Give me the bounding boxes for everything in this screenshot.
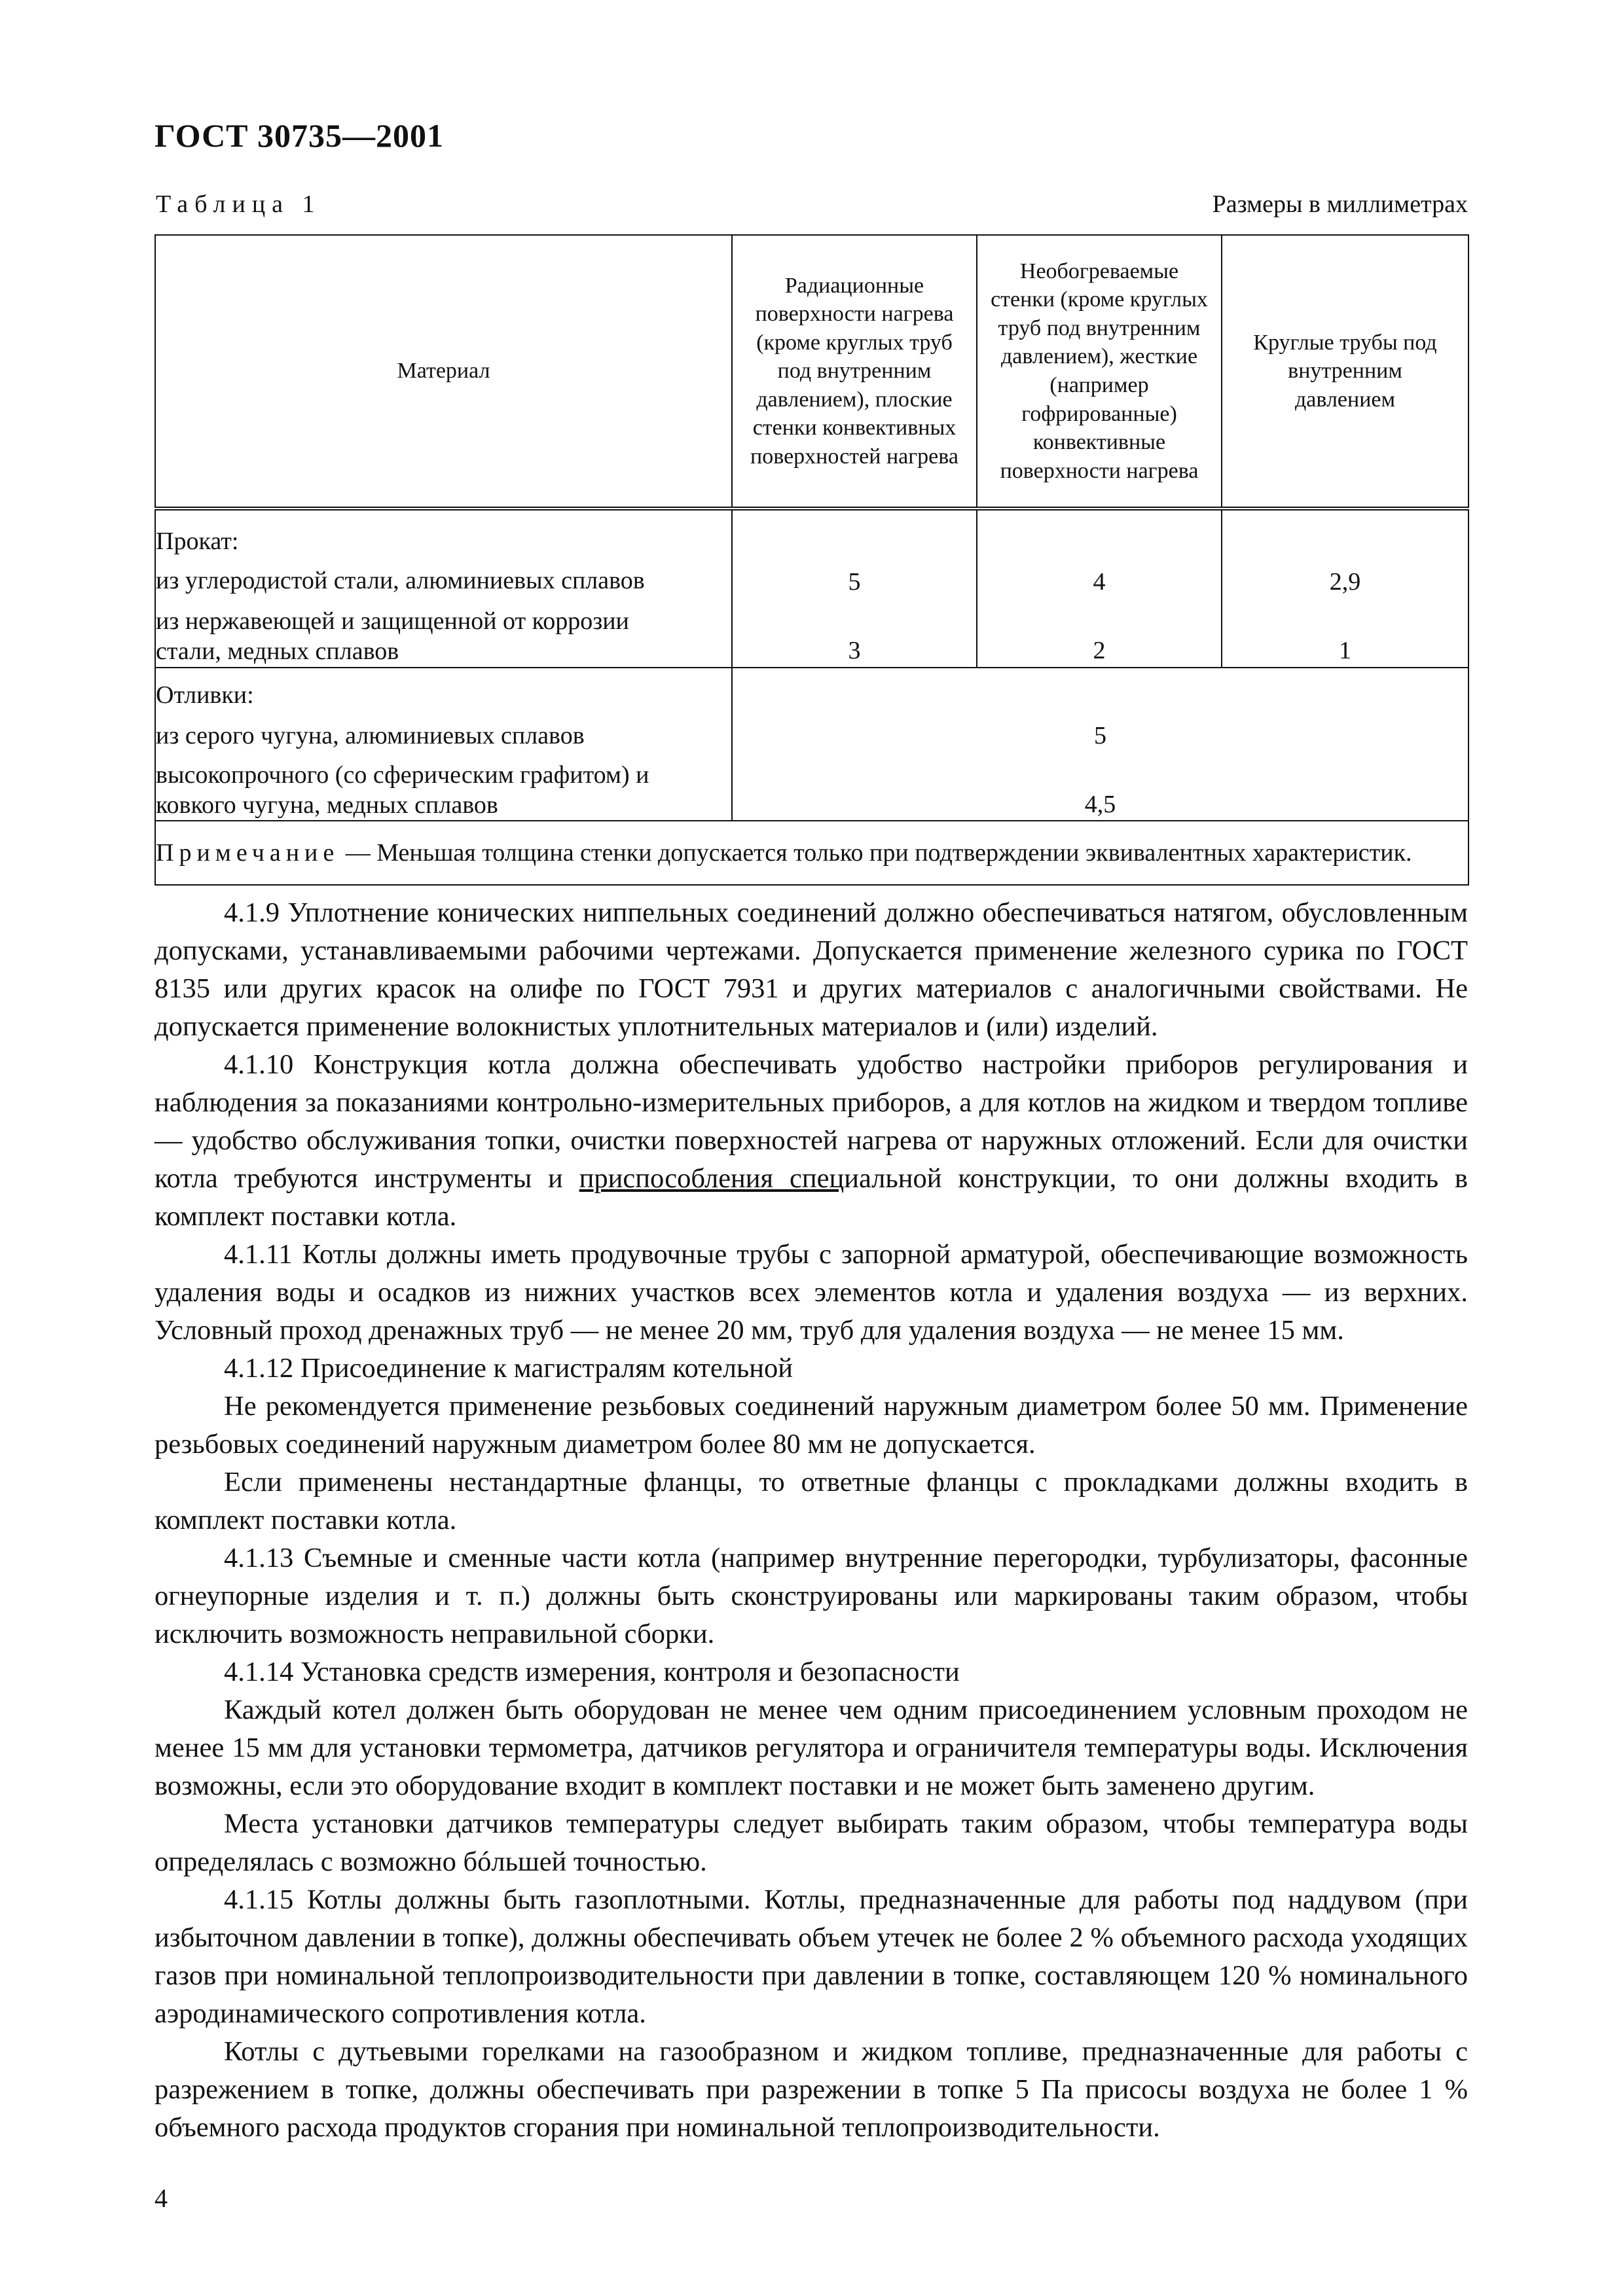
paragraph-4-1-11: 4.1.11 Котлы должны иметь продувочные трубы с запорной арматурой, обеспечивающие возможность удаления воды и осадков из нижних участков всех элементов котла и удаления воздуха — из верхних. Условный проход дренажных труб — не менее 20 мм, труб для удаления воздуха — не менее 15 мм. (155, 1239, 1468, 1346)
value-grey-iron: 5 (1094, 721, 1106, 749)
column-header-material: Материал (155, 235, 732, 509)
value-stainless-tubes: 1 (1339, 637, 1351, 664)
value-cell (977, 509, 1222, 668)
paragraph-4-1-14-heading: 4.1.14 Установка средств измерения, контроля и безопасности (224, 1657, 960, 1687)
table-units: Размеры в миллиметрах (1212, 190, 1468, 218)
value-carbon-unheated: 4 (1093, 568, 1106, 596)
material-cell (155, 668, 732, 821)
table-row-group-rolled (155, 509, 1468, 668)
column-header-round-tubes: Круглые трубы под внутренним давлением (1222, 235, 1468, 509)
column-header-radiation-surfaces: Радиационные поверхности нагрева (кроме круглых труб под внутренним давлением), плоские стенки конвективных поверхностей нагрева (732, 235, 977, 509)
paragraph-4-1-12-heading: 4.1.12 Присоединение к магистралям котельной (224, 1353, 793, 1384)
paragraph-4-1-9: 4.1.9 Уплотнение конических ниппельных соединений должно обеспечиваться натягом, обусловленным допусками, устанавливаемыми рабочими чертежами. Допускается применение железного сурика по ГОСТ 8135 или других красок на олифе по ГОСТ 7931 и других материалов с аналогичными свойствами. Не допускается применение волокнистых уплотнительных материалов и (или) изделий. (155, 897, 1468, 1042)
paragraph-4-1-15: 4.1.15 Котлы должны быть газоплотными. Котлы, предназначенные для работы под наддувом (при избыточном давлении в топке), должны обеспечивать объем утечек не более 2 % объемного расхода уходящих газов при номинальной теплопроизводительности при давлении в топке, составляющем 120 % номинального аэродинамического сопротивления котла. (155, 1884, 1468, 2029)
table-row-group-castings (155, 668, 1468, 821)
material-grey-iron: из серого чугуна, алюминиевых сплавов (156, 721, 585, 749)
value-cell (1222, 509, 1468, 668)
material-ductile-iron-line1: высокопрочного (со сферическим графитом) и (156, 761, 649, 789)
note-text: — Меньшая толщина стенки допускается только при подтверждении эквивалентных характеристик. (339, 839, 1412, 867)
value-carbon-radiation: 5 (848, 568, 861, 596)
paragraph-4-1-10 (155, 1046, 1468, 1236)
material-ductile-iron-line2: ковкого чугуна, медных сплавов (156, 791, 498, 819)
specification-table (155, 234, 1469, 886)
column-header-unheated-walls: Необогреваемые стенки (кроме круглых труб под внутренним давлением), жесткие (например гофрированные) конвективные поверхности нагрева (977, 235, 1222, 509)
page-number: 4 (155, 2183, 168, 2213)
document-header-title: ГОСТ 30735—2001 (155, 117, 445, 154)
value-carbon-tubes: 2,9 (1329, 568, 1361, 596)
paragraph-4-1-10-part1: 4.1.10 Конструкция котла должна обеспечивать удобство настройки приборов регулирования и наблюдения за показаниями контрольно-измерительных приборов, а для котлов на жидком и твердом топливе — удобство обслуживания топки, очистки поверхностей нагрева от наружных отложений. Если для очистки котла требуются инструменты и (155, 1049, 1468, 1194)
underlined-text: приспособления спец (579, 1163, 845, 1194)
group-heading-rolled: Прокат: (156, 528, 239, 555)
group-heading-castings: Отливки: (156, 681, 254, 709)
material-cell (155, 509, 732, 668)
value-cell-merged (732, 668, 1468, 821)
note-label: Примечание (156, 839, 340, 867)
paragraph-sensor-placement: Места установки датчиков температуры следует выбирать таким образом, чтобы температура воды определялась с возможно бóльшей точностью. (155, 1808, 1468, 1877)
paragraph-threaded-connections: Не рекомендуется применение резьбовых соединений наружным диаметром более 50 мм. Применение резьбовых соединений наружным диаметром более 80 мм не допускается. (155, 1391, 1468, 1460)
table-row-note (155, 821, 1468, 885)
table-note (155, 821, 1468, 885)
paragraph-blower-burners: Котлы с дутьевыми горелками на газообразном и жидком топливе, предназначенные для работы с разрежением в топке, должны обеспечивать при разрежении в топке 5 Па присосы воздуха не более 1 % объемного расхода продуктов сгорания при номинальной теплопроизводительности. (155, 2036, 1468, 2143)
material-stainless-line2: стали, медных сплавов (156, 637, 399, 666)
value-stainless-unheated: 2 (1093, 637, 1106, 664)
paragraph-4-1-10-part2: иальной конструкции, то они должны входить в комплект поставки котла. (155, 1163, 1468, 1232)
paragraph-4-1-13: 4.1.13 Съемные и сменные части котла (например внутренние перегородки, турбулизаторы, фасонные огнеупорные изделия и т. п.) должны быть сконструированы или маркированы таким образом, чтобы исключить возможность неправильной сборки. (155, 1543, 1468, 1649)
value-cell (732, 509, 977, 668)
paragraph-thermometer-connection: Каждый котел должен быть оборудован не менее чем одним присоединением условным проходом не менее 15 мм для установки термометра, датчиков регулятора и ограничителя температуры воды. Исключения возможны, если это оборудование входит в комплект поставки и не может быть заменено другим. (155, 1695, 1468, 1801)
value-ductile-iron: 4,5 (1084, 790, 1116, 818)
document-body (155, 894, 1468, 2147)
paragraph-flanges: Если применены нестандартные фланцы, то ответные фланцы с прокладками должны входить в комплект поставки котла. (155, 1467, 1468, 1535)
material-carbon-steel: из углеродистой стали, алюминиевых сплавов (156, 567, 645, 594)
value-stainless-radiation: 3 (848, 637, 861, 664)
table-caption: Таблица 1 (156, 190, 321, 218)
material-stainless-line1: из нержавеющей и защищенной от коррозии (156, 607, 629, 635)
